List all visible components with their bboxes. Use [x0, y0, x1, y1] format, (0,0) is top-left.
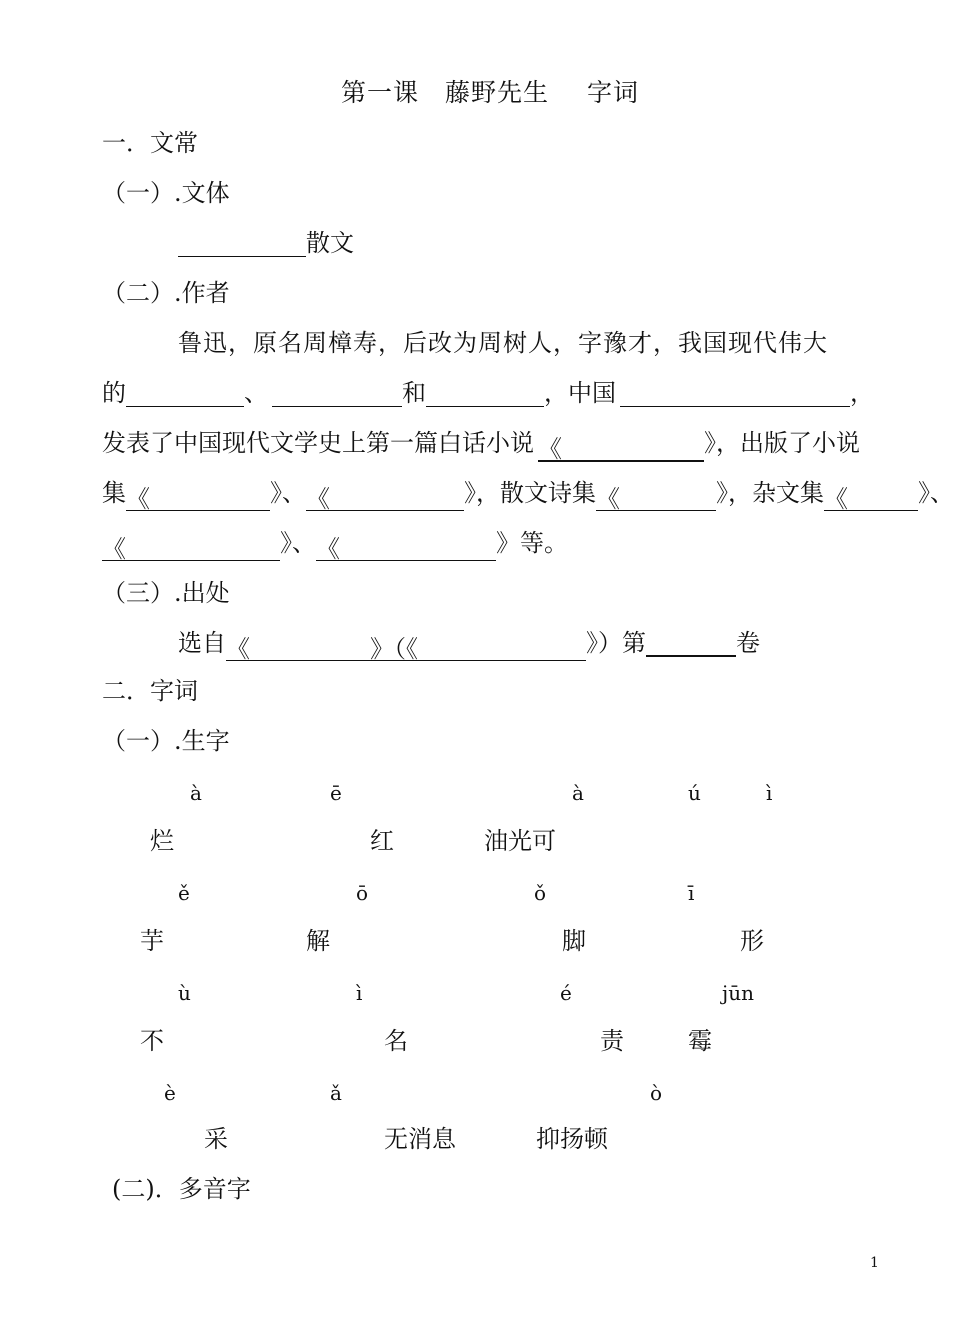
pinyin: ǒ [534, 881, 547, 905]
section-2-1-heading: （一）.生字 [102, 727, 230, 755]
text: 》等。 [496, 529, 568, 557]
vocab-char: 形 [740, 927, 764, 955]
section-1-3-heading: （三）.出处 [102, 579, 230, 607]
pinyin: ù [178, 981, 191, 1005]
text: 、 [244, 379, 268, 407]
page-title [341, 78, 639, 108]
genre-suffix: 散文 [306, 229, 354, 257]
page-number: 1 [870, 1255, 879, 1271]
pinyin: ò [650, 1081, 663, 1105]
text: 》，散文诗集 [464, 479, 596, 507]
vocab-char: 红 [370, 827, 394, 855]
pinyin: jūn [722, 981, 754, 1005]
blank-collection-2[interactable]: 《 [306, 484, 464, 511]
pinyin: ì [356, 981, 363, 1005]
blank-identity-1[interactable] [126, 380, 244, 407]
text: 卷 [736, 629, 760, 657]
vocab-char: 油光可 [484, 827, 556, 855]
blank-essays-1[interactable]: 《 [824, 484, 918, 511]
blank-source[interactable]: 《 》（《 [226, 634, 586, 661]
vocab-char: 不 [140, 1027, 164, 1055]
section-1-1-heading: （一）.文体 [102, 179, 230, 207]
pinyin: ě [178, 881, 190, 905]
text: 发表了中国现代文学史上第一篇白话小说 [102, 429, 534, 457]
author-line-4 [102, 478, 954, 511]
source-line [178, 628, 760, 661]
title-name: 藤野先生 [445, 78, 550, 107]
text: 选自 [178, 629, 226, 657]
pinyin: ú [688, 781, 701, 805]
text: 》）第 [586, 629, 646, 657]
pinyin: ì [766, 781, 773, 805]
pinyin: è [164, 1081, 176, 1105]
text: ，中国 [544, 379, 616, 407]
blank-volume[interactable] [646, 629, 736, 657]
blank-identity-2[interactable] [272, 380, 402, 407]
text: 和 [402, 379, 426, 407]
vocab-char: 烂 [150, 827, 174, 855]
title-lesson: 第一课 [341, 78, 420, 107]
pinyin: à [572, 781, 584, 805]
genre-line [178, 228, 354, 258]
pinyin: à [190, 781, 202, 805]
text: 》、 [270, 479, 306, 507]
genre-blank[interactable] [178, 230, 306, 257]
blank-collection-1[interactable]: 《 [126, 484, 270, 511]
text: 的 [102, 379, 126, 407]
section-1-heading: 一．文常 [102, 129, 198, 157]
vocab-char: 无消息 [384, 1125, 456, 1153]
author-line-2 [102, 378, 874, 408]
author-line-1: 鲁迅，原名周樟寿，后改为周树人，字豫才，我国现代伟大 [178, 329, 828, 357]
author-line-3 [102, 428, 860, 462]
blank-essays-2[interactable]: 《 [102, 534, 280, 561]
section-2-2-heading: (二)．多音字 [112, 1175, 251, 1203]
title-topic: 字词 [587, 78, 640, 107]
vocab-char: 解 [306, 927, 330, 955]
text: 集 [102, 479, 126, 507]
vocab-char: 采 [204, 1125, 228, 1153]
blank-prose-poems[interactable]: 《 [596, 484, 716, 511]
pinyin: é [560, 981, 572, 1005]
vocab-char: 芋 [140, 927, 164, 955]
pinyin: ō [356, 881, 369, 905]
vocab-char: 名 [384, 1027, 408, 1055]
pinyin: ī [688, 881, 695, 905]
text: ， [850, 379, 874, 407]
blank-essays-3[interactable]: 《 [316, 534, 496, 561]
section-2-heading: 二．字词 [102, 677, 198, 705]
pinyin: ē [330, 781, 342, 805]
vocab-char: 抑扬顿 [536, 1125, 608, 1153]
text: 》、 [280, 529, 316, 557]
blank-identity-3[interactable] [426, 380, 544, 407]
blank-identity-4[interactable] [620, 380, 850, 407]
author-line-5 [102, 528, 568, 561]
vocab-char: 责 [600, 1027, 624, 1055]
section-1-2-heading: （二）.作者 [102, 279, 230, 307]
blank-first-novel[interactable]: 《 [538, 434, 704, 462]
text: 》，出版了小说 [704, 429, 860, 457]
text: 》，杂文集 [716, 479, 824, 507]
pinyin: ǎ [330, 1081, 342, 1105]
vocab-char: 霉 [688, 1027, 712, 1055]
vocab-char: 脚 [562, 927, 586, 955]
text: 》、 [918, 479, 954, 507]
